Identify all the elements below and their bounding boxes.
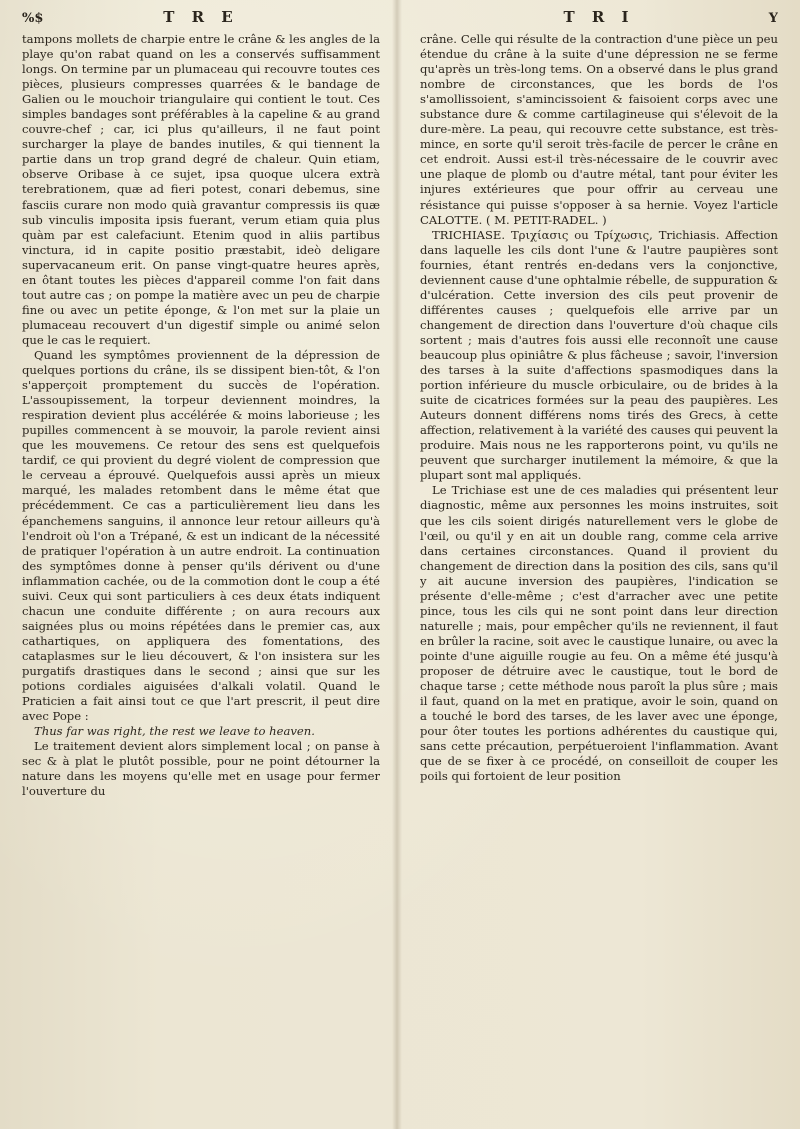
right-running-head: T R I	[563, 8, 635, 26]
paragraph: TRICHIASE. Τριχίασις ou Τρίχωσις, Trichiasis. Affection dans laquelle les cils dont l'une & l'autre paupières sont fournies, étant rentrés en-dedans vers la conjonctive, deviennent cause d'une ophtalmie rébelle, de suppuration & d'ulcération. Cette inversion des cils peut provenir de différentes causes ; quelquefois elle arrive par un changement de direction dans l'ouverture d'où chaque cils sortent ; mais d'autres fois aussi elle reconnoît une cause beaucoup plus opiniâtre & plus fâcheuse ; savoir, l'inversion des tarses à la suite d'affections spasmodiques dans la portion inférieure du muscle orbiculaire, ou de brides à la suite de cicatrices formées sur la peau des paupières. Les Auteurs donnent différens noms tirés des Grecs, à cette affection, relativement à la variété des causes qui peuvent la produire. Mais nous ne les rapporterons point, vu qu'ils ne peuvent que surcharger inutilement la mémoire, & que la plupart sont mal appliqués.	[420, 227, 778, 483]
left-page-header	[22, 8, 380, 30]
right-page	[420, 8, 778, 1118]
paragraph: crâne. Celle qui résulte de la contraction d'une pièce un peu étendue du crâne à la suite d'une dépression ne se ferme qu'après un très-long tems. On a observé dans le plus grand nombre de circonstances, que les bords de l'os s'amollissoient, s'amincissoient & faisoient corps avec une substance dure & comme cartilagineuse qui s'élevoit de la dure-mère. La peau, qui recouvre cette substance, est très-mince, en sorte qu'il seroit très-facile de percer le crâne en cet endroit. Aussi est-il très-nécessaire de le couvrir avec une plaque de plomb ou d'autre métal, tant pour éviter les injures extérieures que pour offrir au cerveau une résistance qui puisse s'opposer à sa hernie. Voyez l'article CALOTTE. ( M. PETIT-RADEL. )	[420, 32, 778, 227]
right-page-body	[420, 32, 778, 784]
left-running-head: T R E	[163, 8, 239, 26]
left-page	[22, 8, 380, 1118]
paragraph: tampons mollets de charpie entre le crâne & les angles de la playe qu'on rabat quand on les a conservés suffisamment longs. On termine par un plumaceau qui recouvre toutes ces pièces, plusieurs compresses quarrées & le bandage de Galien ou le mouchoir triangulaire qui contient le tout. Ces simples bandages sont préférables à la capeline & au grand couvre-chef ; car, ici plus qu'ailleurs, il ne faut point surcharger la playe de bandes inutiles, & qui tiennent la partie dans un trop grand degré de chaleur. Quin etiam, observe Oribase à ce sujet, ipsa quoque ulcera extrà terebrationem, quæ ad fieri potest, conari debemus, sine fasciis curare non modo quià gravantur compressis iis quæ sub vinculis imposita ipsis fuerant, verum etiam quia plus quàm par est calefaciunt. Etenim quod in aliis partibus vinctura, id in capite positio præstabit, ideò deligare supervacaneum erit. On panse vingt-quatre heures après, en ôtant toutes les pièces d'appareil comme l'on fait dans tout autre cas ; on pompe la matière avec un peu de charpie fine ou avec un petite éponge, & l'on met sur la plaie un plumaceau recouvert d'un digestif simple ou animé selon que le cas le requiert.	[22, 32, 380, 347]
quotation: Thus far was right, the rest we leave to heaven.	[34, 724, 315, 739]
left-page-marker: %$	[22, 11, 44, 26]
paragraph: Quand les symptômes proviennent de la dépression de quelques portions du crâne, ils se dissipent bien-tôt, & l'on s'apperçoit promptement du succès de l'opération. L'assoupissement, la torpeur deviennent moindres, la respiration devient plus accélérée & moins laborieuse ; les pupilles commencent à se mouvoir, la parole revient ainsi que les mouvemens. Ce retour des sens est quelquefois tardif, ce qui provient du degré violent de compression que le cerveau a éprouvé. Quelquefois aussi après un mieux marqué, les malades retombent dans le même état que précédemment. Ce cas a particulièrement lieu dans les épanchemens sanguins, il annonce leur retour ailleurs qu'à l'endroit où l'on a Trépané, & est un indicant de la nécessité de pratiquer l'opération à un autre endroit. La continuation des symptômes donne à penser qu'ils dérivent ou d'une inflammation cachée, ou de la commotion dont le coup a été suivi. Ceux qui sont particuliers à ces deux états indiquent chacun une conduite différente ; on aura recours aux saignées plus ou moins répétées dans le premier cas, aux cathartiques, on appliquera des fomentations, des cataplasmes sur le lieu découvert, & l'on insistera sur les purgatifs drastiques dans le second ; ainsi que sur les potions cordiales aiguisées d'alkali volatil. Quand le Praticien a fait ainsi tout ce que l'art prescrit, il peut dire avec Pope :	[22, 347, 380, 724]
paragraph: Le Trichiase est une de ces maladies qui présentent leur diagnostic, même aux personnes les moins instruites, soit que les cils soient dirigés naturellement vers le globe de l'œil, ou qu'il y en ait un double rang, comme cela arrive dans certaines circonstances. Quand il provient du changement de direction dans la position des cils, sans qu'il y ait aucune inversion des paupières, l'indication se présente d'elle-même ; c'est d'arracher avec une petite pince, tous les cils qui ne sont point dans leur direction naturelle ; mais, pour empêcher qu'ils ne reviennent, il faut en brûler la racine, soit avec le caustique lunaire, ou avec la pointe d'une aiguille rougie au feu. On a même été jusqu'à proposer de détruire avec le caustique, tout le bord de chaque tarse ; cette méthode nous paroît la plus sûre ; mais il faut, quand on la met en pratique, avoir le soin, quand on a touché le bord des tarses, de les laver avec une éponge, pour ôter toutes les portions adhérentes du caustique qui, sans cette précaution, perpétueroient l'inflammation. Avant que de se fixer à ce procédé, on conseilloit de couper les poils qui fortoient de leur position	[420, 483, 778, 784]
right-page-marker: Y	[768, 11, 778, 26]
left-page-body	[22, 32, 380, 799]
right-page-header	[420, 8, 778, 30]
paragraph: Le traitement devient alors simplement local ; on panse à sec & à plat le plutôt possible, pour ne point détourner la nature dans les moyens qu'elle met en usage pour fermer l'ouverture du	[22, 739, 380, 799]
page-gutter	[392, 0, 402, 1129]
